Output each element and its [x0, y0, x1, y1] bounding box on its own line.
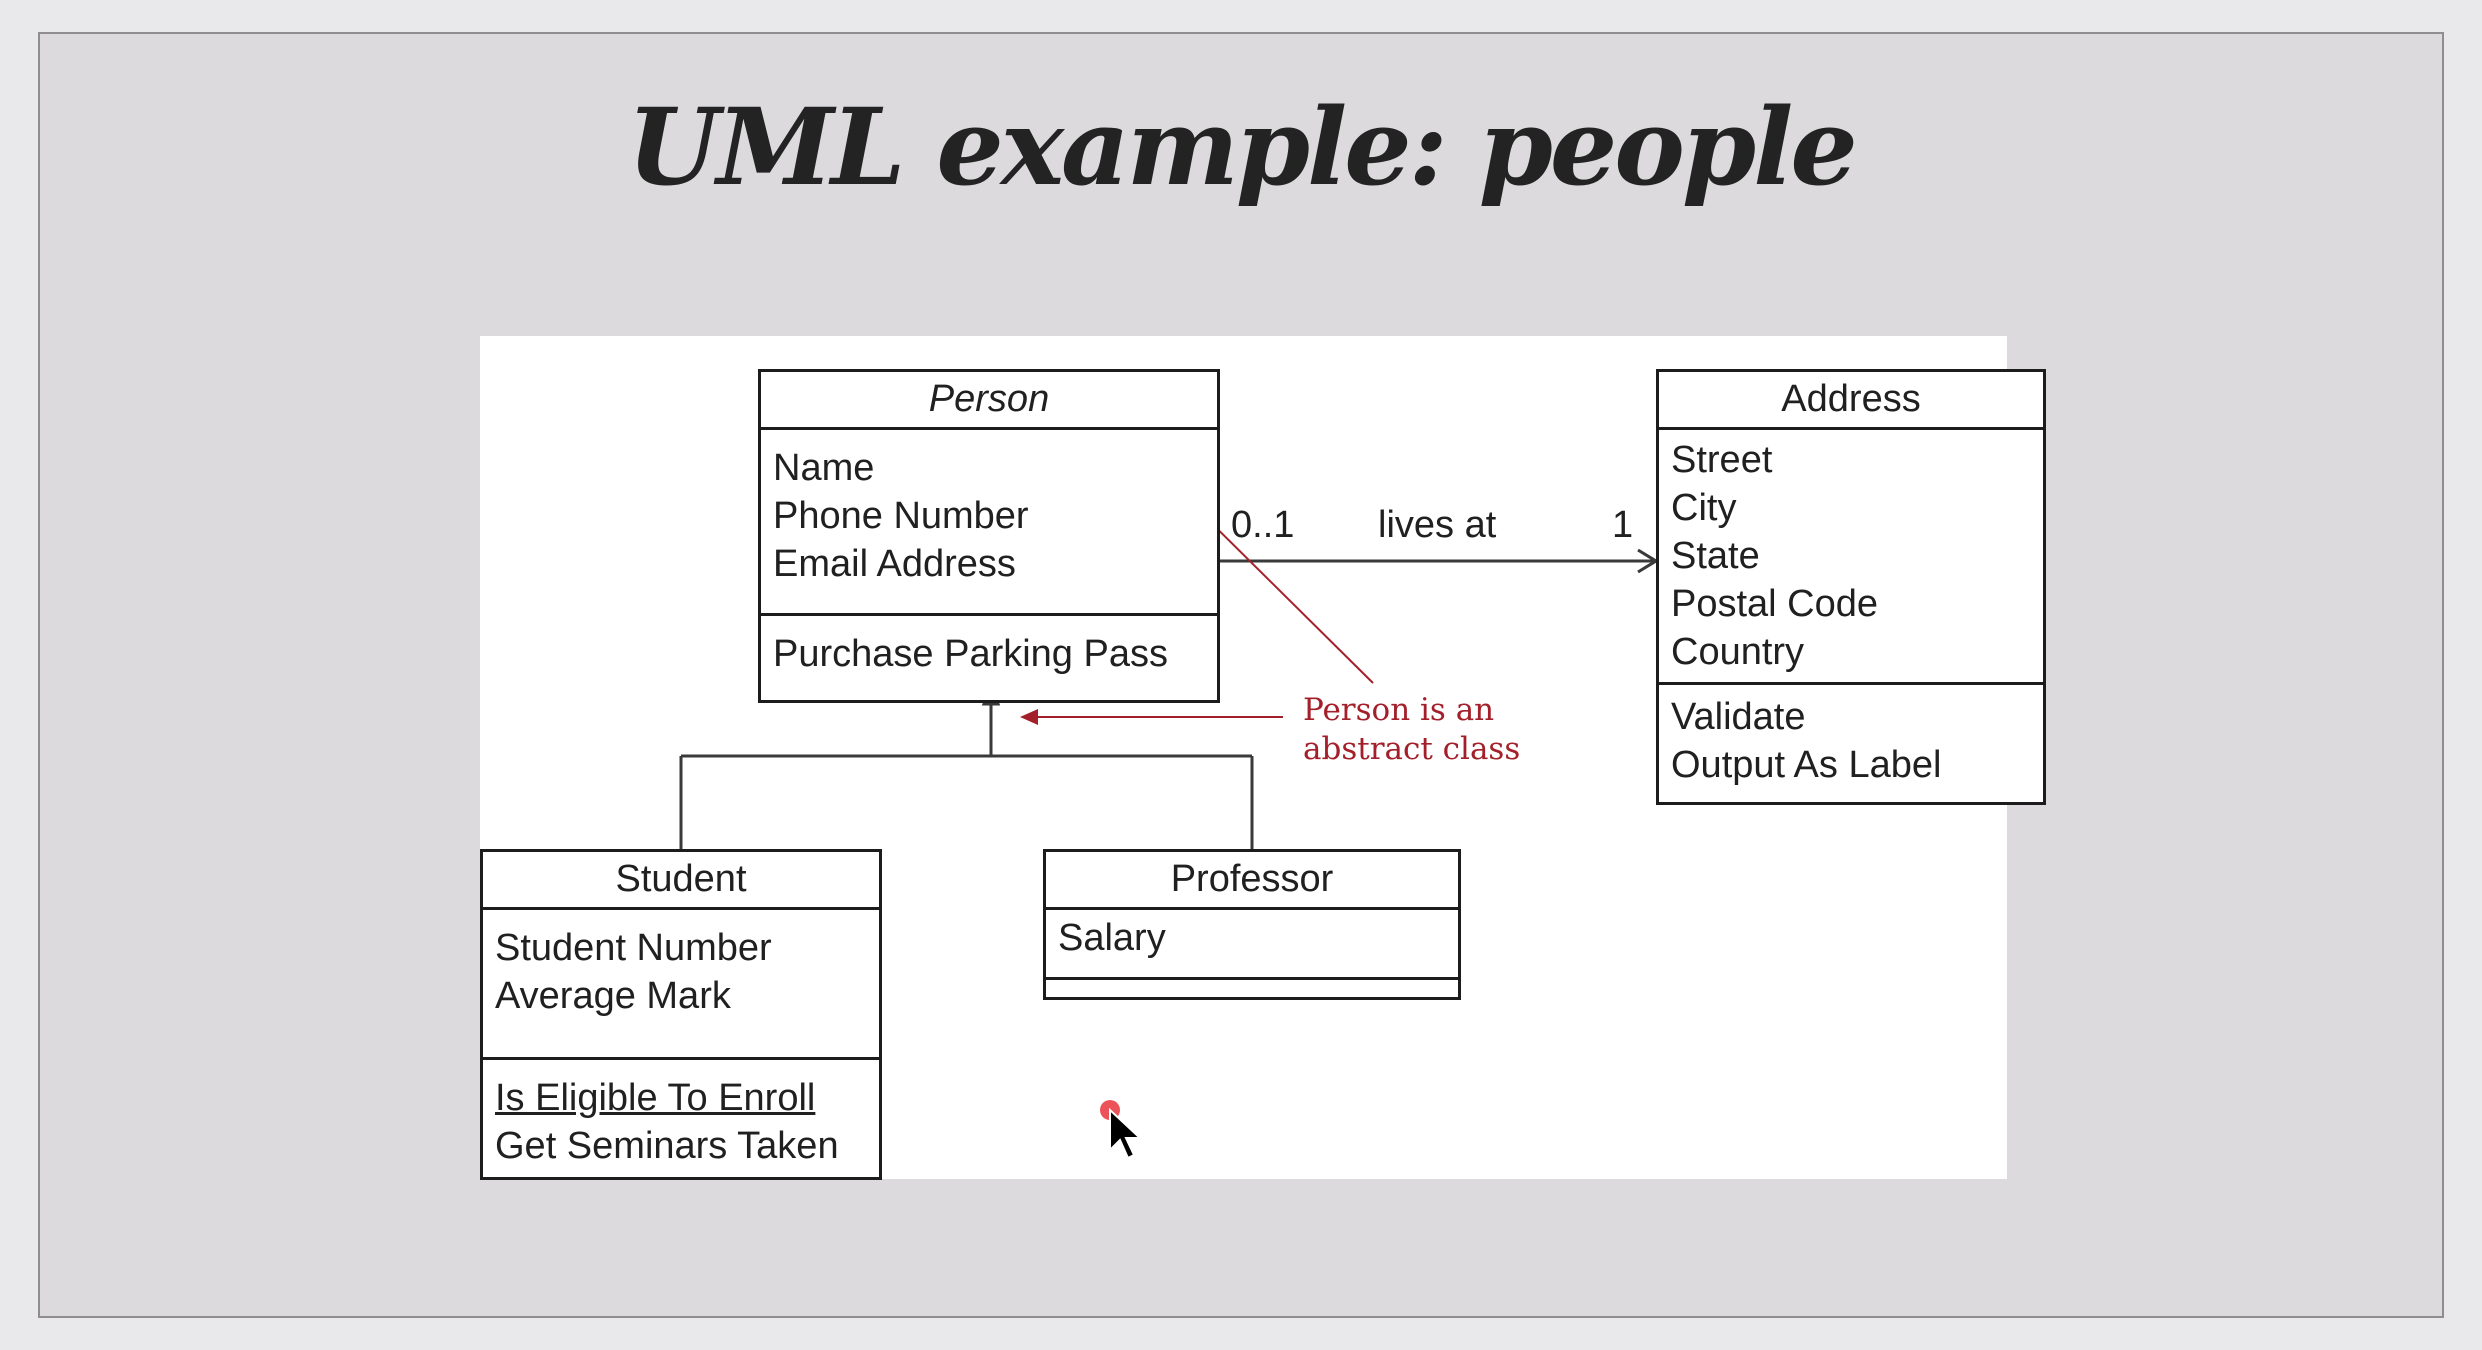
- slide-title: UML example: people: [627, 84, 1855, 209]
- note-line-1: Person is an: [1303, 692, 1495, 728]
- student-attributes: [483, 910, 879, 1060]
- slide: [38, 32, 2444, 1318]
- note-arrowhead-generalization: [1020, 709, 1038, 725]
- abstract-class-note: [1303, 691, 1520, 769]
- person-class: [758, 369, 1220, 703]
- address-attribute-state: State: [1671, 535, 1760, 577]
- student-attribute-number: Student Number: [495, 927, 772, 969]
- address-attribute-country: Country: [1671, 631, 1805, 673]
- cursor-arrow: [1110, 1110, 1140, 1158]
- uml-diagram: [480, 336, 2007, 1179]
- professor-class: [1043, 849, 1461, 1000]
- student-class: [480, 849, 882, 1180]
- address-class-name: Address: [1659, 372, 2043, 430]
- address-attribute-city: City: [1671, 487, 1737, 529]
- person-operation-parking: Purchase Parking Pass: [773, 633, 1168, 675]
- address-attributes: [1659, 430, 2043, 685]
- professor-operations: [1046, 980, 1458, 1000]
- address-multiplicity: 1: [1612, 504, 1634, 546]
- address-attribute-postal-code: Postal Code: [1671, 583, 1879, 625]
- note-line-2: abstract class: [1303, 731, 1521, 767]
- student-class-name: Student: [483, 852, 879, 910]
- address-operation-output-label: Output As Label: [1671, 744, 1942, 786]
- mouse-cursor-icon: [1098, 1098, 1158, 1168]
- professor-class-name: Professor: [1046, 852, 1458, 910]
- student-operation-eligible: Is Eligible To Enroll: [495, 1077, 816, 1119]
- address-class: [1656, 369, 2046, 805]
- student-operation-seminars: Get Seminars Taken: [495, 1125, 839, 1167]
- person-attribute-email: Email Address: [773, 543, 1016, 585]
- professor-attribute-salary: Salary: [1058, 917, 1166, 959]
- address-attribute-street: Street: [1671, 439, 1773, 481]
- person-attributes: [761, 430, 1217, 616]
- student-operations: [483, 1060, 879, 1170]
- person-attribute-name: Name: [773, 447, 875, 489]
- person-attribute-phone: Phone Number: [773, 495, 1029, 537]
- student-attribute-average-mark: Average Mark: [495, 975, 731, 1017]
- address-operations: [1659, 685, 2043, 789]
- professor-attributes: [1046, 910, 1458, 980]
- association-label: lives at: [1378, 504, 1497, 546]
- person-class-name: Person: [761, 372, 1217, 430]
- person-operations: [761, 616, 1217, 678]
- person-multiplicity: 0..1: [1231, 504, 1295, 546]
- address-operation-validate: Validate: [1671, 696, 1806, 738]
